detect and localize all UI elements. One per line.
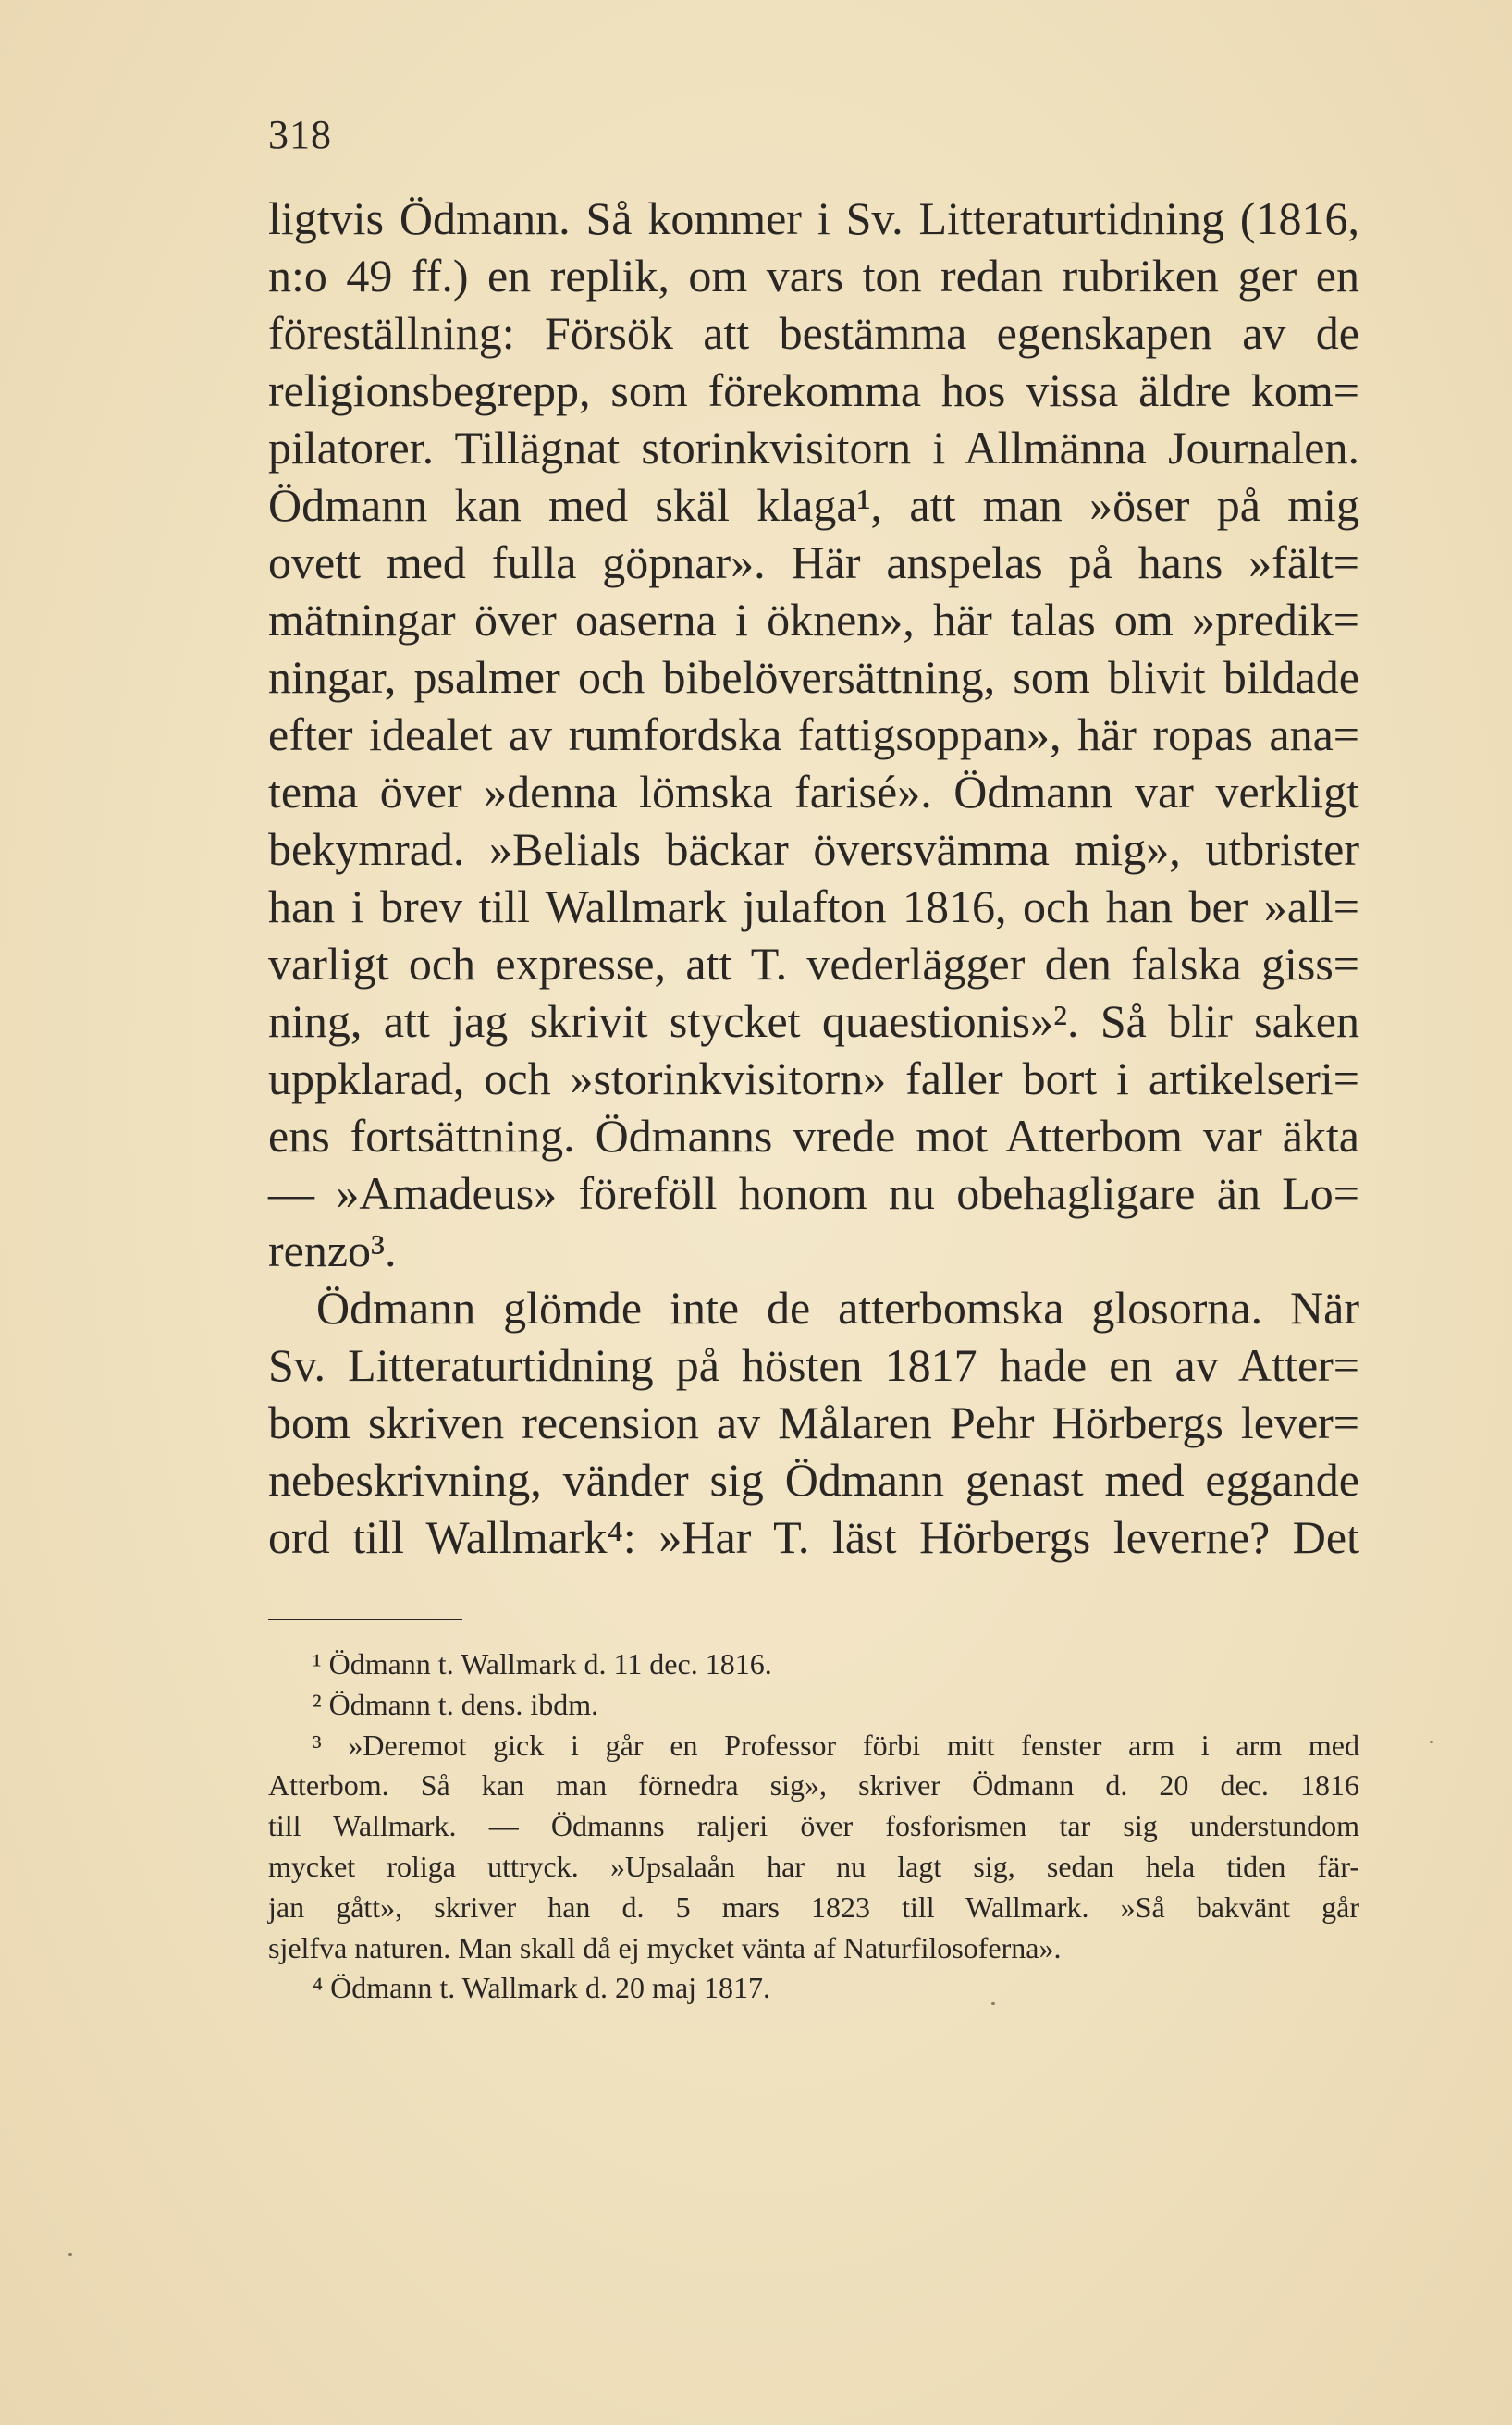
text-line: religionsbegrepp, som förekomma hos vissa äldre kom= (268, 364, 1359, 416)
text-line: han i brev till Wallmark julafton 1816, och han ber »all= (268, 880, 1359, 932)
text-line: ovett med fulla göpnar». Här anspelas på hans »fält= (268, 536, 1359, 588)
text-line: Sv. Litteraturtidning på hösten 1817 hade en av Atter= (268, 1339, 1359, 1391)
text-line: ens fortsättning. Ödmanns vrede mot Atterbom var äkta (268, 1110, 1359, 1162)
footnote-line: ² Ödmann t. dens. ibdm. (313, 1687, 599, 1721)
footnote-line: till Wallmark. — Ödmanns raljeri över fosforismen tar sig understundom (268, 1809, 1359, 1843)
footnote-line: Atterbom. Så kan man förnedra sig», skriver Ödmann d. 20 dec. 1816 (268, 1768, 1359, 1803)
text-line: Ödmann glömde inte de atterbomska glosorna. När (316, 1282, 1359, 1334)
paper-speck (68, 2253, 72, 2256)
paper-speck (991, 2002, 995, 2005)
text-line: ord till Wallmark⁴: »Har T. läst Hörbergs leverne? Det (268, 1511, 1359, 1563)
text-line: mätningar över oaserna i öknen», här talas om »predik= (268, 594, 1359, 646)
text-line: ningar, psalmer och bibelöversättning, som blivit bildade (268, 651, 1359, 703)
footnote-line: ¹ Ödmann t. Wallmark d. 11 dec. 1816. (313, 1647, 772, 1680)
text-line: ligtvis Ödmann. Så kommer i Sv. Litteraturtidning (1816, (268, 192, 1359, 244)
text-line: n:o 49 ff.) en replik, om vars ton redan rubriken ger en (268, 250, 1359, 302)
text-line: — »Amadeus» föreföll honom nu obehagligare än Lo= (268, 1167, 1359, 1219)
footnote-line: jan gått», skriver han d. 5 mars 1823 till Wallmark. »Så bakvänt går (268, 1890, 1359, 1924)
body-text (268, 190, 1359, 1566)
text-line: föreställning: Försök att bestämma egenskapen av de (268, 307, 1359, 359)
footnote-separator (268, 1619, 462, 1620)
text-line: efter idealet av rumfordska fattigsoppan», här ropas ana= (268, 708, 1359, 760)
text-line: tema över »denna lömska farisé». Ödmann var verkligt (268, 766, 1359, 818)
text-line: bom skriven recension av Målaren Pehr Hörbergs lever= (268, 1397, 1359, 1448)
paper-speck (1430, 1741, 1433, 1743)
page-number: 318 (268, 112, 332, 157)
text-line: bekymrad. »Belials bäckar översvämma mig», utbrister (268, 823, 1359, 875)
footnote-line: mycket roliga uttryck. »Upsalaån har nu lagt sig, sedan hela tiden fär- (268, 1849, 1359, 1883)
footnote-line: ⁴ Ödmann t. Wallmark d. 20 maj 1817. (313, 1971, 771, 2005)
text-line: Ödmann kan med skäl klaga¹, att man »öser på mig (268, 479, 1359, 531)
text-line: nebeskrivning, vänder sig Ödmann genast med eggande (268, 1454, 1359, 1506)
footnotes (268, 1644, 1359, 2009)
text-line: uppklarad, och »storinkvisitorn» faller bort i artikelseri= (268, 1052, 1359, 1104)
footnote-line: ³ »Deremot gick i går en Professor förbi mitt fenster arm i arm med (313, 1728, 1359, 1762)
text-line: pilatorer. Tillägnat storinkvisitorn i Allmänna Journalen. (268, 422, 1359, 474)
text-line: ning, att jag skrivit stycket quaestionis»². Så blir saken (268, 995, 1359, 1047)
text-line: renzo³. (268, 1225, 397, 1276)
text-line: varligt och expresse, att T. vederlägger den falska giss= (268, 938, 1359, 990)
footnote-line: sjelfva naturen. Man skall då ej mycket vänta af Naturfilosoferna». (268, 1930, 1062, 1964)
